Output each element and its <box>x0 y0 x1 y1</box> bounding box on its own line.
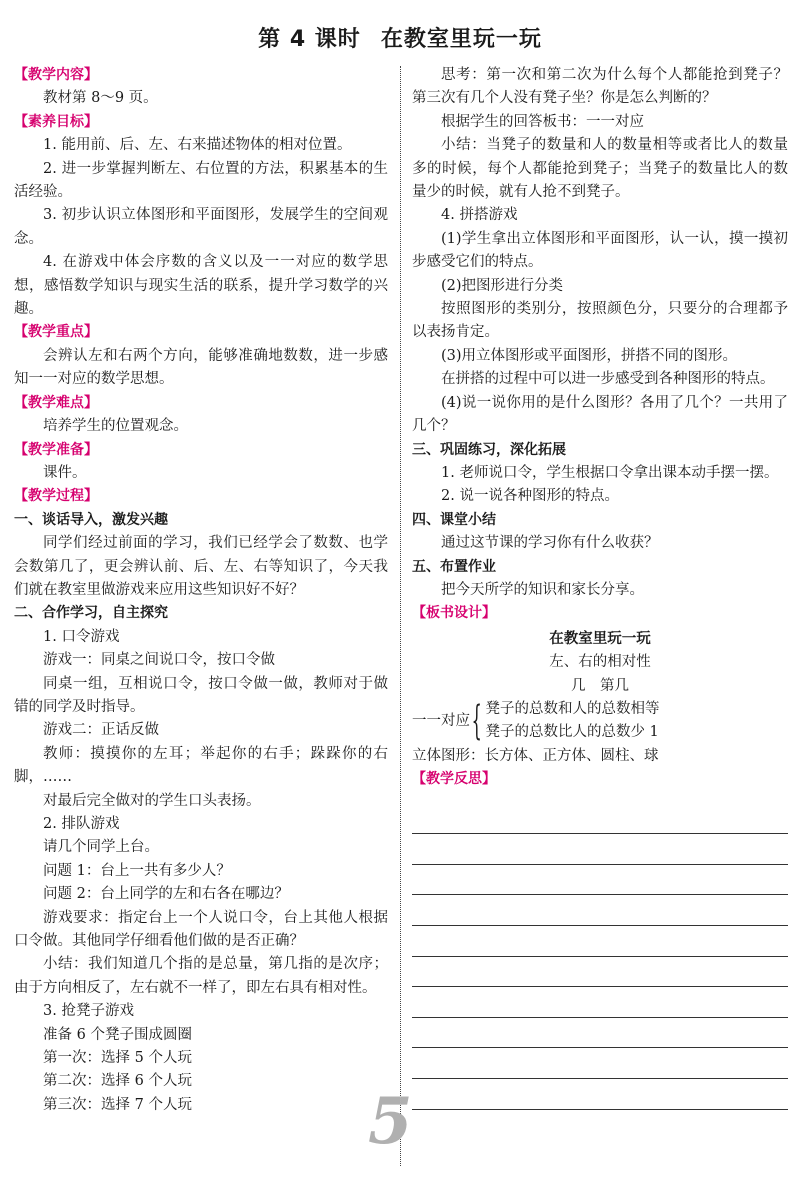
reflection-writing-lines <box>412 804 788 1110</box>
step2: (2)把图形进行分类 <box>441 277 564 294</box>
lesson-number: 第 4 课时 <box>258 27 361 52</box>
correspondence-item: 凳子的总数比人的总数少 1 <box>485 724 659 741</box>
writing-line[interactable] <box>412 1048 788 1079</box>
section-label-board: 【板书设计】 <box>412 605 496 622</box>
game1-praise: 对最后完全做对的学生口头表扬。 <box>43 792 261 809</box>
game1-b-text: 教师：摸摸你的左耳；举起你的右手；跺跺你的右脚，…… <box>14 745 388 786</box>
game2-title: 2. 排队游戏 <box>43 816 120 832</box>
correspondence-item: 凳子的总数和人的总数相等 <box>485 700 660 717</box>
game2-summary: 小结：我们知道几个指的是总量，第几指的是次序；由于方向相反了，左右就不一样了，即左右具有相对性。 <box>14 956 388 996</box>
game1-a: 游戏一：同桌之间说口令，按口令做 <box>43 652 275 669</box>
writing-line[interactable] <box>412 865 788 896</box>
game3-round: 第二次：选择 6 个人玩 <box>43 1073 192 1090</box>
section-label-goals: 【素养目标】 <box>14 113 98 130</box>
exercise-2: 2. 说一说各种图形的特点。 <box>441 488 619 505</box>
part1-heading: 一、谈话导入，激发兴趣 <box>14 511 168 528</box>
game1-b: 游戏二：正话反做 <box>43 722 159 739</box>
think-text: 思考：第一次和第二次为什么每个人都能抢到凳子？第三次有几个人没有凳子坐？你是怎么判断的？ <box>412 67 788 107</box>
part4-text: 通过这节课的学习你有什么收获？ <box>441 535 659 552</box>
game2-q2: 问题 2：台上同学的左和右各在哪边？ <box>43 886 289 903</box>
game2-requirement: 游戏要求：指定台上一个人说口令，台上其他人根据口令做。其他同学仔细看他们做的是否正确？ <box>14 909 388 950</box>
game1-title: 1. 口令游戏 <box>43 628 120 645</box>
goal-item: 3. 初步认识立体图形和平面图形，发展学生的空间观念。 <box>14 207 388 247</box>
section-label-prep: 【教学准备】 <box>14 441 98 458</box>
section-label-difficulty: 【教学难点】 <box>14 394 98 411</box>
game2-q1: 问题 1：台上一共有多少人？ <box>43 862 231 879</box>
writing-line[interactable] <box>412 834 788 865</box>
board-title: 在教室里玩一玩 <box>549 630 651 647</box>
step2-text: 按照图形的类别分，按照颜色分，只要分的合理都予以表扬肯定。 <box>412 301 788 341</box>
part2-heading: 二、合作学习，自主探究 <box>14 605 168 622</box>
writing-line[interactable] <box>412 987 788 1018</box>
part3-heading: 三、巩固练习，深化拓展 <box>412 441 566 458</box>
step1: (1)学生拿出立体图形和平面图形，认一认，摸一摸初步感受它们的特点。 <box>412 230 788 271</box>
goal-item: 1. 能用前、后、左、右来描述物体的相对位置。 <box>43 137 352 154</box>
brace-icon: { <box>471 698 482 745</box>
game3-round: 第三次：选择 7 个人玩 <box>43 1096 192 1113</box>
part1-text: 同学们经过前面的学习，我们已经学会了数数、也学会数第几了，更会辨认前、后、左、右等知识了，今天我们就在教室里做游戏来应用这些知识好不好？ <box>14 535 388 598</box>
left-column <box>14 64 388 1117</box>
writing-line[interactable] <box>412 1079 788 1110</box>
content-text: 教材第 8～9 页。 <box>43 90 158 107</box>
writing-line[interactable] <box>412 895 788 926</box>
board-design <box>412 628 788 768</box>
writing-line[interactable] <box>412 804 788 835</box>
page-number: 5 <box>368 1084 413 1159</box>
section-label-process: 【教学过程】 <box>14 488 98 505</box>
step3-text: 在拼搭的过程中可以进一步感受到各种图形的特点。 <box>441 371 775 388</box>
part4-heading: 四、课堂小结 <box>412 511 496 528</box>
game3-title: 3. 抢凳子游戏 <box>43 1003 134 1020</box>
game2-invite: 请几个同学上台。 <box>43 839 159 856</box>
game1-a-text: 同桌一组，互相说口令，按口令做一做，教师对于做错的同学及时指导。 <box>14 675 388 715</box>
key-text: 会辨认左和右两个方向，能够准确地数数，进一步感知一一对应的数学思想。 <box>14 347 388 388</box>
right-column <box>412 64 788 1110</box>
column-divider <box>400 66 401 1166</box>
part5-text: 把今天所学的知识和家长分享。 <box>441 581 644 598</box>
section-label-reflection: 【教学反思】 <box>412 771 496 788</box>
step4: (4)说一说你用的是什么图形？各用了几个？一共用了几个？ <box>412 394 788 435</box>
part5-heading: 五、布置作业 <box>412 558 496 575</box>
prep-text: 课件。 <box>43 464 87 481</box>
difficulty-text: 培养学生的位置观念。 <box>43 418 188 435</box>
board-shapes: 立体图形：长方体、正方体、圆柱、球 <box>412 747 659 764</box>
summary-text: 小结：当凳子的数量和人的数量相等或者比人的数量多的时候，每个人都能抢到凳子；当凳子的数量比人的数量少的时候，就有人抢不到凳子。 <box>412 137 788 201</box>
board-note: 根据学生的回答板书：一一对应 <box>441 113 644 130</box>
game3-prep: 准备 6 个凳子围成圆圈 <box>43 1026 192 1043</box>
step3: (3)用立体图形或平面图形，拼搭不同的图形。 <box>441 347 738 364</box>
writing-line[interactable] <box>412 957 788 988</box>
writing-line[interactable] <box>412 926 788 957</box>
board-line: 左、右的相对性 <box>549 654 651 671</box>
exercise-1: 1. 老师说口令，学生根据口令拿出课本动手摆一摆。 <box>441 464 779 481</box>
page-title <box>0 22 800 53</box>
writing-line[interactable] <box>412 1018 788 1049</box>
section-label-content: 【教学内容】 <box>14 67 98 83</box>
lesson-topic: 在教室里玩一玩 <box>380 27 542 52</box>
game3-round: 第一次：选择 5 个人玩 <box>43 1050 192 1067</box>
correspondence-group <box>412 698 788 745</box>
correspondence-label: 一一对应 <box>412 712 470 729</box>
board-line: 几 第几 <box>571 677 629 694</box>
section-label-key: 【教学重点】 <box>14 324 98 341</box>
goal-item: 2. 进一步掌握判断左、右位置的方法，积累基本的生活经验。 <box>14 160 388 201</box>
game4-title: 4. 拼搭游戏 <box>441 207 518 224</box>
goal-item: 4. 在游戏中体会序数的含义以及一一对应的数学思想，感悟数学知识与现实生活的联系，提升学习数学的兴趣。 <box>14 254 388 318</box>
